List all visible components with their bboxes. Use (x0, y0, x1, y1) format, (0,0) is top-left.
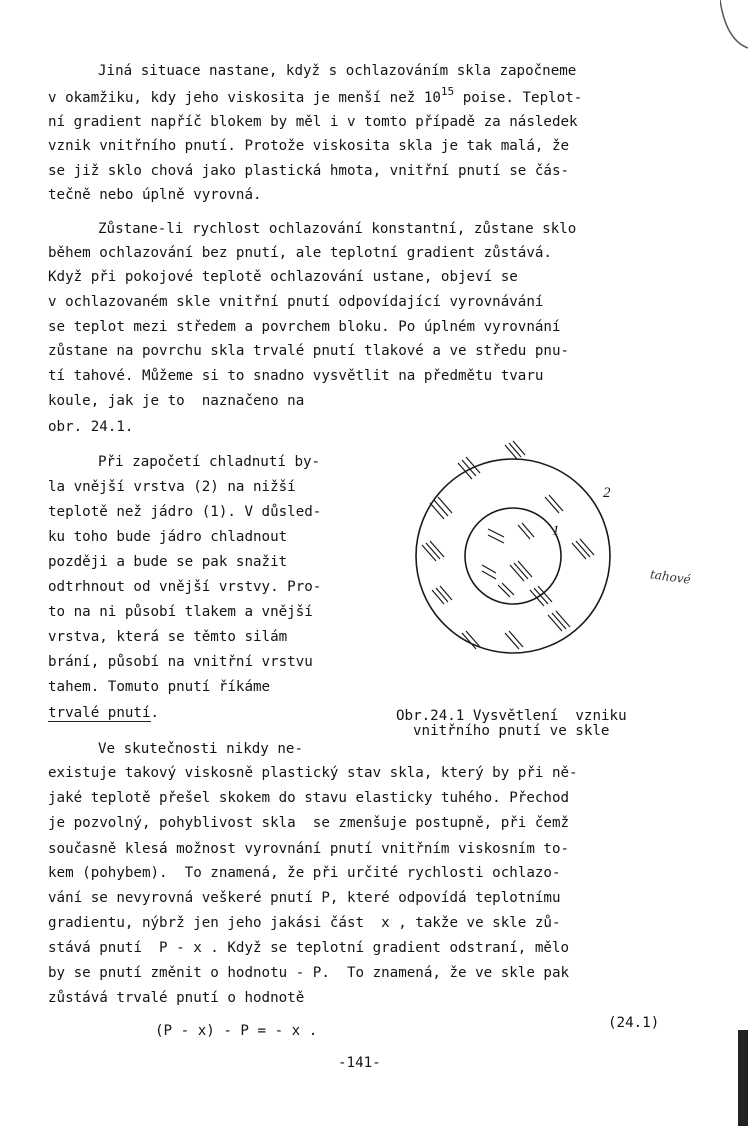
text-line-with-exponent: v okamžiku, kdy jeho viskosita je menší než $10^{15}$ poise. Teplot- (48, 85, 583, 106)
inner-circle (465, 508, 561, 604)
text-line: vání se nevyrovná veškeré pnutí P, které odpovídá teplotnímu (48, 890, 561, 906)
figure-caption: vnitřního pnutí ve skle (413, 723, 610, 739)
text-line: současně klesá možnost vyrovnání pnutí vnitřním viskosním to- (48, 841, 570, 857)
text-line-term: trvalé pnutí. (48, 705, 160, 721)
text-line: Zůstane-li rychlost ochlazování konstantní, zůstane sklo (98, 221, 577, 237)
page-corner-curl (720, 0, 748, 70)
underlined-term: trvalé pnutí (48, 705, 151, 721)
text-line: vrstva, která se těmto silám (48, 629, 288, 645)
equation: (P - x) - P = - x . (155, 1023, 318, 1039)
text-line: zůstane na povrchu skla trvalé pnutí tlakové a ve středu pnu- (48, 343, 570, 359)
text-line: během ochlazování bez pnutí, ale teplotní gradient zůstává. (48, 245, 552, 261)
label-inner-core: 1 (552, 523, 560, 539)
text-line: Když při pokojové teplotě ochlazování ustane, objeví se (48, 269, 518, 285)
text-line: ní gradient napříč blokem by měl i v tomto případě za následek (48, 114, 578, 130)
scan-edge-shadow (738, 1030, 748, 1126)
text-line: zůstává trvalé pnutí o hodnotě (48, 990, 305, 1006)
text-line: je pozvolný, pohyblivost skla se zmenšuje postupně, při čemž (48, 815, 570, 831)
hatch-marks-outer (422, 441, 594, 649)
text-line: gradientu, nýbrž jen jeho jakási část x , takže ve skle zů- (48, 915, 561, 931)
text-line: Při započetí chladnutí by- (98, 454, 321, 470)
text-line: stává pnutí P - x . Když se teplotní gradient odstraní, mělo (48, 940, 570, 956)
text-line: brání, působí na vnitřní vrstvu (48, 654, 313, 670)
text-line: by se pnutí změnit o hodnotu - P. To znamená, že ve skle pak (48, 965, 570, 981)
text-line: se již sklo chová jako plastická hmota, vnitřní pnutí se čás- (48, 163, 570, 179)
text-line: tečně nebo úplně vyrovná. (48, 187, 262, 203)
text-line: la vnější vrstva (2) na nižší (48, 479, 296, 495)
page-number: -141- (338, 1055, 381, 1071)
text-line: Ve skutečnosti nikdy ne- (98, 741, 303, 757)
text-line: ku toho bude jádro chladnout (48, 529, 288, 545)
stress-sphere-figure (410, 425, 624, 685)
exponent: 15 (440, 85, 455, 98)
hatch-marks-inner (482, 523, 534, 597)
text-line: tahem. Tomuto pnutí říkáme (48, 679, 271, 695)
handwritten-margin-note: tahové (649, 567, 692, 587)
text-line: se teplot mezi středem a povrchem bloku. Po úplném vyrovnání (48, 319, 561, 335)
text-line: kem (pohybem). To znamená, že při určité rychlosti ochlazo- (48, 865, 561, 881)
text-line: teplotě než jádro (1). V důsled- (48, 504, 322, 520)
text-line: koule, jak je to naznačeno na (48, 393, 305, 409)
text-line: Jiná situace nastane, když s ochlazováním skla započneme (98, 63, 577, 79)
text-line: jaké teplotě přešel skokem do stavu elasticky tuhého. Přechod (48, 790, 570, 806)
text-line: tí tahové. Můžeme si to snadno vysvětlit na předmětu tvaru (48, 368, 544, 384)
text-line: existuje takový viskosně plastický stav skla, který by při ně- (48, 765, 578, 781)
text-line: obr. 24.1. (48, 419, 134, 435)
text-line: vznik vnitřního pnutí. Protože viskosita skla je tak malá, že (48, 138, 570, 154)
text-line: později a bude se pak snažit (48, 554, 288, 570)
equation-number: (24.1) (608, 1015, 660, 1031)
text-line: odtrhnout od vnější vrstvy. Pro- (48, 579, 322, 595)
label-outer-layer: 2 (603, 485, 611, 501)
text-line: v ochlazovaném skle vnitřní pnutí odpovídající vyrovnávání (48, 294, 544, 310)
text-line: to na ni působí tlakem a vnější (48, 604, 313, 620)
figure-caption: Obr.24.1 Vysvětlení vzniku (396, 708, 627, 724)
outer-circle (416, 459, 610, 653)
